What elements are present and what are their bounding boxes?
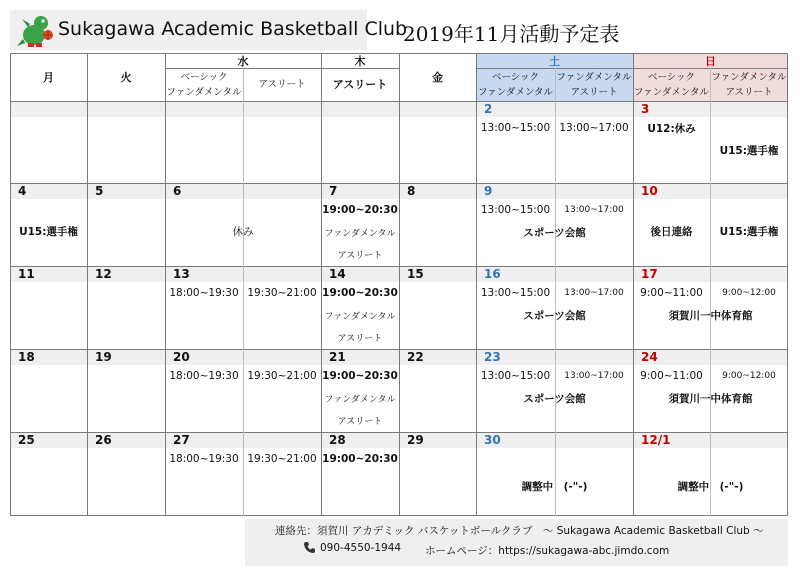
w3-sun-time-1: 9:00~11:00 xyxy=(640,287,703,299)
head-mid-line-0 xyxy=(165,68,399,69)
header-mon: 月 xyxy=(43,71,54,84)
w2-sun-note-right: U15:選手権 xyxy=(719,225,779,238)
header-sat: 土 xyxy=(549,54,560,68)
header-tue: 火 xyxy=(120,71,132,84)
header-sub-sun-sub1: ベーシック ファンダメンタル xyxy=(633,71,710,98)
date-sun-w4: 24 xyxy=(641,350,658,364)
date-wed-w5: 27 xyxy=(173,433,190,447)
calendar-grid xyxy=(10,53,788,516)
w5-wed-time-1: 18:00~19:30 xyxy=(169,453,239,465)
w5-thu-line-1: 19:00~20:30 xyxy=(322,453,398,465)
dragon-logo-icon xyxy=(15,13,55,49)
w3-sat-time-2: 13:00~17:00 xyxy=(564,288,624,298)
date-fri-w4: 22 xyxy=(407,350,424,364)
w2-sun-note-left: 後日連絡 xyxy=(650,225,693,238)
homepage-text: ホームページ：https://sukagawa-abc.jimdo.com xyxy=(425,545,670,557)
w4-wed-time-1: 18:00~19:30 xyxy=(169,370,239,382)
date-thu-w3: 14 xyxy=(329,267,346,281)
date-mon-w5: 25 xyxy=(18,433,35,447)
header-thu: 木 xyxy=(354,54,366,68)
w1-sat-time-1: 13:00~15:00 xyxy=(480,122,551,134)
w4-thu-line-2: ファンダメンタル xyxy=(324,394,396,405)
w4-sat-time-2: 13:00~17:00 xyxy=(564,371,624,381)
w3-thu-line-2: ファンダメンタル xyxy=(324,311,396,322)
w5-wed-time-2: 19:30~21:00 xyxy=(247,453,317,465)
header-sub-thu-sub: アスリート xyxy=(332,78,388,91)
w2-mon-note: U15:選手権 xyxy=(19,225,78,238)
header-sub-sat-sub1: ベーシック ファンダメンタル xyxy=(477,71,554,98)
date-mon-w2: 4 xyxy=(18,184,27,198)
w5-sat-place: 調整中 (-"-) xyxy=(521,480,588,493)
date-sun-w2: 10 xyxy=(641,184,658,198)
date-sat-w4: 23 xyxy=(484,350,501,364)
club-title: Sukagawa Academic Basketball Club xyxy=(58,18,408,40)
date-sat-w2: 9 xyxy=(484,184,493,198)
date-sat-w1: 2 xyxy=(484,102,493,116)
w1-sun-note-left: U12:休み xyxy=(647,122,696,135)
date-fri-w3: 15 xyxy=(407,267,424,281)
w3-sun-time-2: 9:00~12:00 xyxy=(722,288,776,298)
date-thu-w4: 21 xyxy=(329,350,346,364)
w3-wed-time-1: 18:00~19:30 xyxy=(169,287,239,299)
w5-sun-place: 調整中 (-"-) xyxy=(677,480,744,493)
header-sub-sun-sub2: ファンダメンタル アスリート xyxy=(711,71,787,98)
w2-sat-time-2: 13:00~17:00 xyxy=(564,205,624,215)
col-line-1 xyxy=(87,53,88,516)
date-fri-w2: 8 xyxy=(407,184,416,198)
border-left xyxy=(10,53,11,516)
w4-thu-line-1: 19:00~20:30 xyxy=(322,370,398,382)
header-fri: 金 xyxy=(432,71,443,84)
header-wed: 水 xyxy=(237,54,249,68)
w1-sat-time-2: 13:00~17:00 xyxy=(559,122,629,134)
date-mon-w3: 11 xyxy=(18,267,35,281)
w2-thu-line-3: アスリート xyxy=(337,250,383,261)
w3-thu-line-3: アスリート xyxy=(337,333,383,344)
date-fri-w5: 29 xyxy=(407,433,424,447)
w3-sat-place: スポーツ会館 xyxy=(523,309,586,322)
w2-sat-time-1: 13:00~15:00 xyxy=(480,204,551,216)
phone-icon xyxy=(303,541,316,554)
header-sub-wed-sub1: ベーシック ファンダメンタル xyxy=(166,71,242,98)
contact-text: 連絡先：須賀川 アカデミック バスケットボールクラブ ～ Sukagawa Academic Basketball Club ～ xyxy=(275,525,764,537)
w4-thu-line-3: アスリート xyxy=(337,416,383,427)
date-sun-w5: 12/1 xyxy=(641,433,671,447)
date-sat-w3: 16 xyxy=(484,267,501,281)
phone-number: 090-4550-1944 xyxy=(320,541,402,554)
w4-sun-time-1: 9:00~11:00 xyxy=(640,370,703,382)
date-tue-w3: 12 xyxy=(95,267,112,281)
date-mon-w4: 18 xyxy=(18,350,35,364)
date-thu-w5: 28 xyxy=(329,433,346,447)
w4-wed-time-2: 19:30~21:00 xyxy=(247,370,317,382)
w3-wed-time-2: 19:30~21:00 xyxy=(247,287,317,299)
w4-sun-time-2: 9:00~12:00 xyxy=(722,371,776,381)
date-tue-w2: 5 xyxy=(95,184,104,198)
w2-wed-note: 休み xyxy=(232,225,254,238)
date-tue-w4: 19 xyxy=(95,350,112,364)
date-thu-w2: 7 xyxy=(329,184,338,198)
phone-line xyxy=(303,541,401,554)
w2-thu-line-2: ファンダメンタル xyxy=(324,228,396,239)
w4-sun-place: 須賀川一中体育館 xyxy=(668,392,753,405)
w3-thu-line-1: 19:00~20:30 xyxy=(322,287,398,299)
w2-thu-line-1: 19:00~20:30 xyxy=(322,204,398,216)
w4-sat-place: スポーツ会館 xyxy=(523,392,586,405)
date-sun-w1: 3 xyxy=(641,102,650,116)
header-sub-sat-sub2: ファンダメンタル アスリート xyxy=(556,71,632,98)
date-wed-w2: 6 xyxy=(173,184,182,198)
date-wed-w4: 20 xyxy=(173,350,190,364)
date-sat-w5: 30 xyxy=(484,433,501,447)
col-line-5 xyxy=(399,53,400,516)
date-tue-w5: 26 xyxy=(95,433,112,447)
header-sub-wed-sub2: アスリート xyxy=(258,79,306,90)
head-mid-line-1 xyxy=(476,68,788,69)
w3-sun-place: 須賀川一中体育館 xyxy=(668,309,753,322)
date-wed-w3: 13 xyxy=(173,267,190,281)
date-sun-w3: 17 xyxy=(641,267,658,281)
header-sun: 日 xyxy=(705,54,716,68)
schedule-title: 2019年11月活動予定表 xyxy=(403,22,620,46)
w4-sat-time-1: 13:00~15:00 xyxy=(480,370,551,382)
w2-sat-place: スポーツ会館 xyxy=(523,226,586,239)
w1-sun-note-right: U15:選手権 xyxy=(719,144,779,157)
w3-sat-time-1: 13:00~15:00 xyxy=(480,287,551,299)
